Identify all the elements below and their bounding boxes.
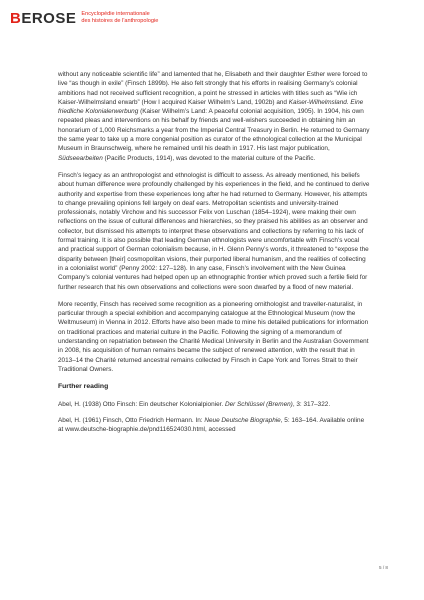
reference-text: , 3: 317–322. [292, 400, 331, 408]
paragraph-recognition: More recently, Finsch has received some recognition as a pioneering ornithologist and traveller-naturalist, in particular through a special exhibition and accompanying catalogue at the Ethnological Museum (now the Weltmuseum) in Vienna in 2012. Efforts have also been made to mine his detailed publications for information on traditional practices and material culture in the Pacific. Following the signing of a memorandum of understanding on repatriation between the Charité Medical University in Berlin and the Australian Government in 2008, his acquisition of human remains became the subject of renewed attention, with the result that in 2013–14 the Charité returned ancestral remains collected by Finsch in Cape York and Torres Strait to their Traditional Owners. [58, 300, 369, 373]
paragraph-legacy: Finsch’s legacy as an anthropologist and ethnologist is difficult to assess. As already mentioned, his beliefs about human difference were profoundly challenged by his experiences in the field, and he continued to derive authority and expertise from these experiences long after he had returned to Germany. However, his attempts to change prevailing opinions fell largely on deaf ears. Metropolitan scientists and university-trained professionals, notably Virchow and his successor Felix von Luschan (1854–1924), were making their own reflections on the issue of cultural differences and hierarchies, so they praised his abilities as an observer and collector, but dismissed his attempts to interpret these observations and collections by referring to his lack of formal training. It is also possible that leading German ethnologists were uncomfortable with Finsch’s vocal and practical support of German colonialism because, in H. Glenn Penny’s words, it threatened to “expose the disparity between [their] cosmopolitan visions, their purported liberal humanism, and the realities of collecting in a colonialist world” (Penny 2002: 127–128). In any case, Finsch’s involvement with the New Guinea Company’s colonial ventures had helped open up an ethnographic frontier which proved such a fertile field for further research that his own observations and collections were soon dwarfed by a flood of new material. [58, 171, 370, 291]
reference-text: , 5: 163–164. Available online at www.deutsche-biographie.de/pnd116524030.html, accessed [58, 416, 365, 434]
berose-logo[interactable] [10, 10, 76, 28]
paragraph-text: (Kaiser Wilhelm’s Land: A peaceful colonial acquisition, 1905). In 1904, his own repeated pleas and interventions on his behalf by friends and well-wishers succeeded in obtaining him an honorarium of 1,000 Reichsmarks a year from the Imperial Central Treasury in Berlin. He returned to Germany the same year to take up a more congenial position as curator of the ethnological collection at the Municipal Museum in Braunschweig, where he remained until his death in 1917. His last major publication, [58, 108, 370, 153]
reference-journal: Der Schlüssel (Bremen) [224, 400, 293, 408]
logo-letter-b: B [10, 10, 22, 27]
site-header [10, 10, 158, 28]
logo-wordmark: EROSE [21, 10, 77, 27]
paragraph-text: (Pacific Products, 1914), was devoted to the material culture of the Pacific. [102, 154, 316, 162]
reference-journal: Neue Deutsche Biographie [204, 416, 281, 424]
tagline-line-2: des histoires de l'anthropologie [81, 17, 159, 24]
site-tagline [81, 11, 158, 24]
paragraph-text: without any noticeable scientific life” and lamented that he, Elisabeth and their daughter Esther were forced to live “as though in exile” (Finsch 1899b). He also felt strongly that his efforts in realising Germany’s colonial ambitions had not received sufficient recognition, a point he stressed in articles with titles such as “Wie ich Kaiser-Wilhelmsland erwarb” (How I acquired Kaiser Wilhelm’s Land, 1902b) and [58, 71, 368, 106]
reference-text: Abel, H. (1938) Otto Finsch: Ein deutscher Kolonialpionier. [58, 400, 225, 408]
page-number: 5 / 8 [379, 565, 388, 570]
tagline-line-1: Encyclopédie internationale [81, 11, 150, 17]
further-reading-heading: Further reading [58, 383, 109, 391]
article-body [58, 70, 370, 441]
italic-title: Südseearbeiten [58, 154, 103, 162]
reference-abel-1961 [58, 416, 370, 435]
paragraph-exile [58, 70, 370, 163]
italic-title: Kaiser-Wilhelmsland. Eine friedliche Kolonialerwerbung [58, 98, 364, 116]
reference-text: Abel, H. (1961) Finsch, Otto Friedrich Hermann. In: [58, 416, 205, 424]
reference-abel-1938 [58, 400, 370, 409]
